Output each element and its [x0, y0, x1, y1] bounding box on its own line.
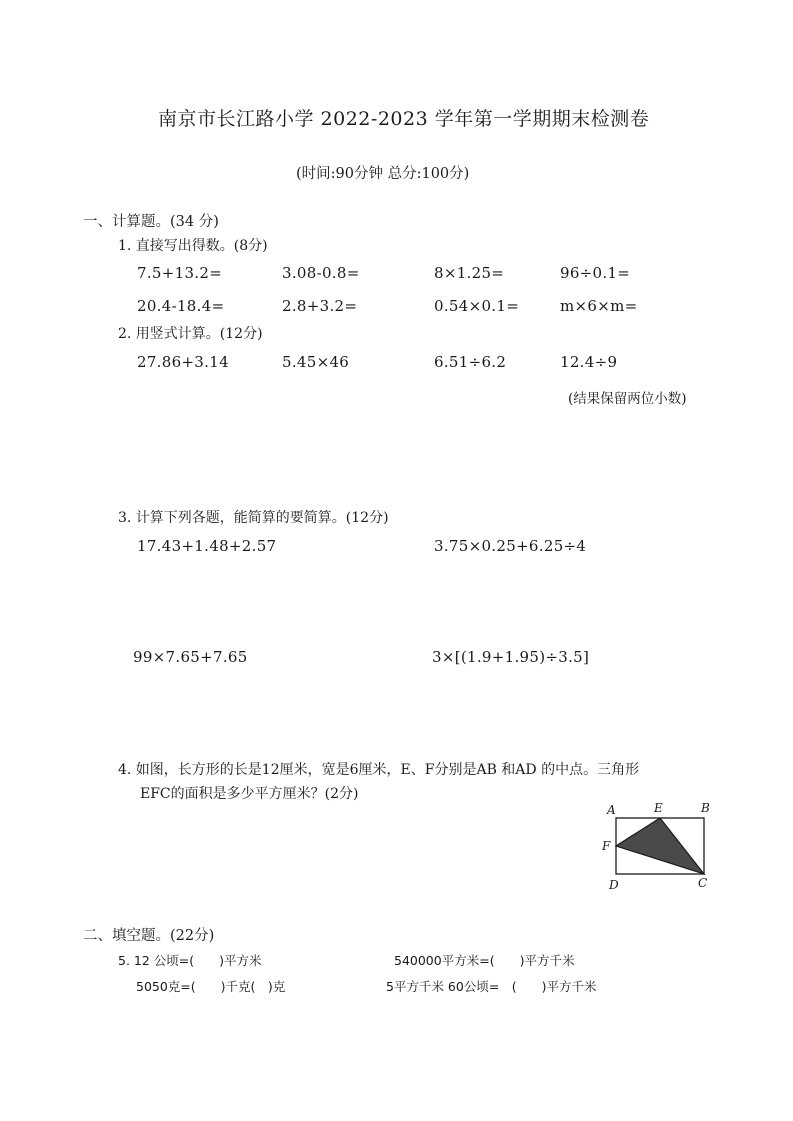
label-c: C — [698, 876, 708, 890]
q5-item: 540000平方米=( )平方千米 — [394, 953, 575, 968]
q3-item: 3×[(1.9+1.95)÷3.5] — [432, 648, 590, 666]
rectangle-triangle-figure — [598, 800, 718, 895]
section-1-heading: 一、计算题。(34 分) — [83, 214, 219, 230]
q1-item: 96÷0.1= — [560, 264, 631, 282]
q1-item: 8×1.25= — [434, 264, 505, 282]
label-a: A — [607, 803, 616, 817]
q5-item: 5. 12 公顷=( )平方米 — [118, 953, 262, 968]
q2-item: 6.51÷6.2 — [434, 353, 507, 371]
rounding-note: (结果保留两位小数) — [568, 391, 687, 407]
q1-item: 7.5+13.2= — [137, 264, 223, 282]
question-4-text-line1: 4. 如图，长方形的长是12厘米，宽是6厘米，E、F分别是AB 和AD 的中点。三角形 — [118, 762, 640, 778]
q1-item: 0.54×0.1= — [434, 297, 520, 315]
q2-item: 27.86+3.14 — [137, 353, 229, 371]
q5-item: 5050克=( )千克( )克 — [136, 979, 286, 994]
question-1-label: 1. 直接写出得数。(8分) — [118, 238, 268, 254]
q2-item: 12.4÷9 — [560, 353, 618, 371]
label-f: F — [602, 839, 611, 853]
question-2-label: 2. 用竖式计算。(12分) — [118, 326, 263, 342]
q5-item: 5平方千米 60公顷= ( )平方千米 — [386, 979, 597, 994]
label-d: D — [609, 878, 619, 892]
page-title: 南京市长江路小学 2022-2023 学年第一学期期末检测卷 — [158, 108, 650, 130]
exam-time-info: (时间:90分钟 总分:100分) — [296, 166, 470, 182]
q1-item: 3.08-0.8= — [282, 264, 360, 282]
triangle-efc — [616, 818, 704, 874]
question-3-label: 3. 计算下列各题，能简算的要简算。(12分) — [118, 510, 389, 526]
q1-item: 20.4-18.4= — [137, 297, 225, 315]
label-b: B — [701, 801, 710, 815]
q3-item: 3.75×0.25+6.25÷4 — [434, 537, 587, 555]
q2-item: 5.45×46 — [282, 353, 350, 371]
q3-item: 17.43+1.48+2.57 — [137, 537, 277, 555]
q1-item: m×6×m= — [560, 297, 638, 315]
section-2-heading: 二、填空题。(22分) — [83, 928, 215, 944]
label-e: E — [654, 801, 663, 815]
question-4-text-line2: EFC的面积是多少平方厘米？(2分) — [140, 786, 359, 802]
q3-item: 99×7.65+7.65 — [133, 648, 248, 666]
q1-item: 2.8+3.2= — [282, 297, 358, 315]
